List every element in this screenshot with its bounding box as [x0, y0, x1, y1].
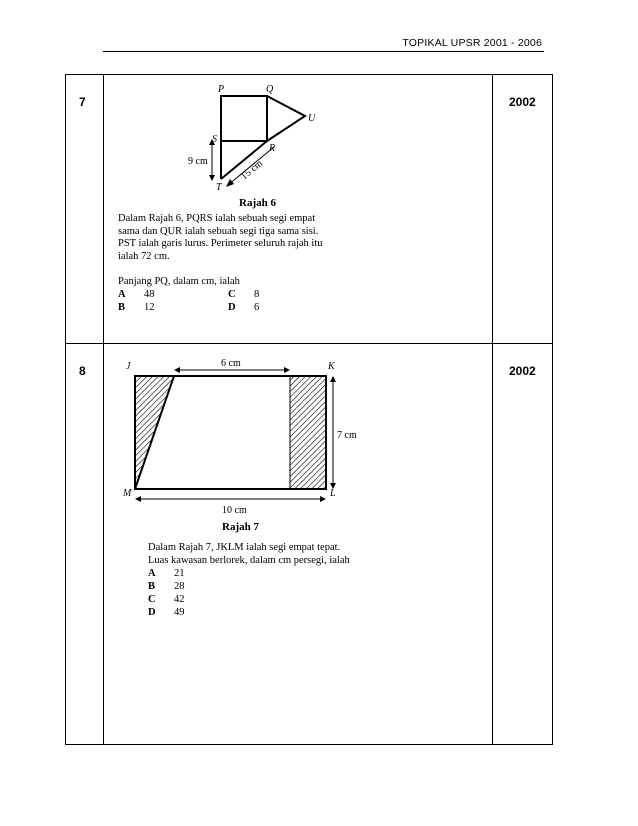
question-number-cell	[66, 75, 104, 344]
label-t: T	[216, 182, 222, 193]
question-number-cell	[66, 344, 104, 745]
question-year: 2002	[509, 95, 536, 109]
stem-line: Luas kawasan berlorek, dalam cm persegi, ialah	[148, 554, 350, 566]
option-b	[148, 581, 185, 594]
question-row	[66, 75, 553, 344]
question-content-cell	[104, 344, 493, 745]
option-letter: B	[148, 581, 156, 592]
year-cell	[493, 344, 553, 745]
label-9cm: 9 cm	[188, 156, 208, 167]
question-7-scan	[104, 75, 492, 343]
rajah-7-figure	[118, 354, 378, 550]
option-letter: D	[228, 302, 236, 313]
label-p: P	[218, 84, 225, 95]
option-letter: C	[148, 594, 156, 605]
arrowhead	[135, 496, 141, 502]
header-title: TOPIKAL UPSR 2001 - 2006	[402, 37, 542, 49]
arrowhead	[284, 367, 290, 373]
option-value: 21	[174, 568, 185, 579]
option-value: 49	[174, 607, 185, 618]
arrowhead	[320, 496, 326, 502]
option-b	[118, 302, 155, 315]
shaded-rectangle	[290, 376, 326, 489]
label-l: L	[330, 488, 336, 499]
label-j: J	[126, 361, 131, 372]
figure-caption: Rajah 7	[222, 521, 259, 533]
question-prompt: Panjang PQ, dalam cm, ialah	[118, 276, 240, 287]
option-value: 12	[144, 302, 155, 313]
option-value: 8	[254, 289, 260, 300]
label-k: K	[328, 361, 335, 372]
square-pqrs	[221, 96, 267, 141]
option-c	[148, 594, 185, 607]
question-stem	[148, 542, 378, 567]
arrowhead	[209, 175, 215, 181]
question-stem	[118, 213, 368, 263]
stem-line: ialah 72 cm.	[118, 250, 170, 262]
stem-line: Dalam Rajah 6, PQRS ialah sebuah segi empat	[118, 213, 316, 224]
option-a	[118, 289, 155, 302]
year-cell	[493, 75, 553, 344]
arrowhead	[174, 367, 180, 373]
arrowhead	[226, 179, 234, 187]
question-8-scan	[104, 344, 492, 744]
stem-line: Dalam Rajah 7, JKLM ialah segi empat tepat.	[148, 542, 341, 553]
page-header	[103, 37, 544, 52]
rajah-6-figure	[142, 79, 412, 219]
question-number: 8	[79, 364, 86, 378]
questions-table	[65, 74, 553, 745]
stem-line: sama dan QUR ialah sebuah segi tiga sama sisi.	[118, 225, 319, 237]
triangle-qur	[267, 96, 305, 141]
label-7cm: 7 cm	[337, 430, 357, 441]
option-d	[148, 607, 185, 620]
option-value: 48	[144, 289, 155, 300]
question-content-cell	[104, 75, 493, 344]
option-letter: A	[148, 568, 156, 579]
option-d	[228, 302, 259, 315]
option-letter: B	[118, 302, 126, 313]
option-value: 6	[254, 302, 260, 313]
option-c	[228, 289, 259, 302]
label-10cm: 10 cm	[222, 505, 247, 516]
label-q: Q	[266, 84, 274, 95]
option-letter: D	[148, 607, 156, 618]
option-letter: A	[118, 289, 126, 300]
arrowhead	[330, 376, 336, 382]
question-year: 2002	[509, 364, 536, 378]
label-m: M	[123, 488, 132, 499]
label-s: S	[212, 134, 217, 145]
label-u: U	[308, 113, 316, 124]
question-number: 7	[79, 95, 86, 109]
stem-line: PST ialah garis lurus. Perimeter seluruh rajah itu	[118, 238, 323, 249]
option-a	[148, 568, 185, 581]
label-r: R	[269, 143, 276, 154]
option-letter: C	[228, 289, 236, 300]
question-row	[66, 344, 553, 745]
figure-caption: Rajah 6	[239, 197, 276, 209]
option-value: 42	[174, 594, 185, 605]
label-6cm: 6 cm	[221, 358, 241, 369]
label-15cm: 15 cm	[238, 157, 265, 183]
option-value: 28	[174, 581, 185, 592]
